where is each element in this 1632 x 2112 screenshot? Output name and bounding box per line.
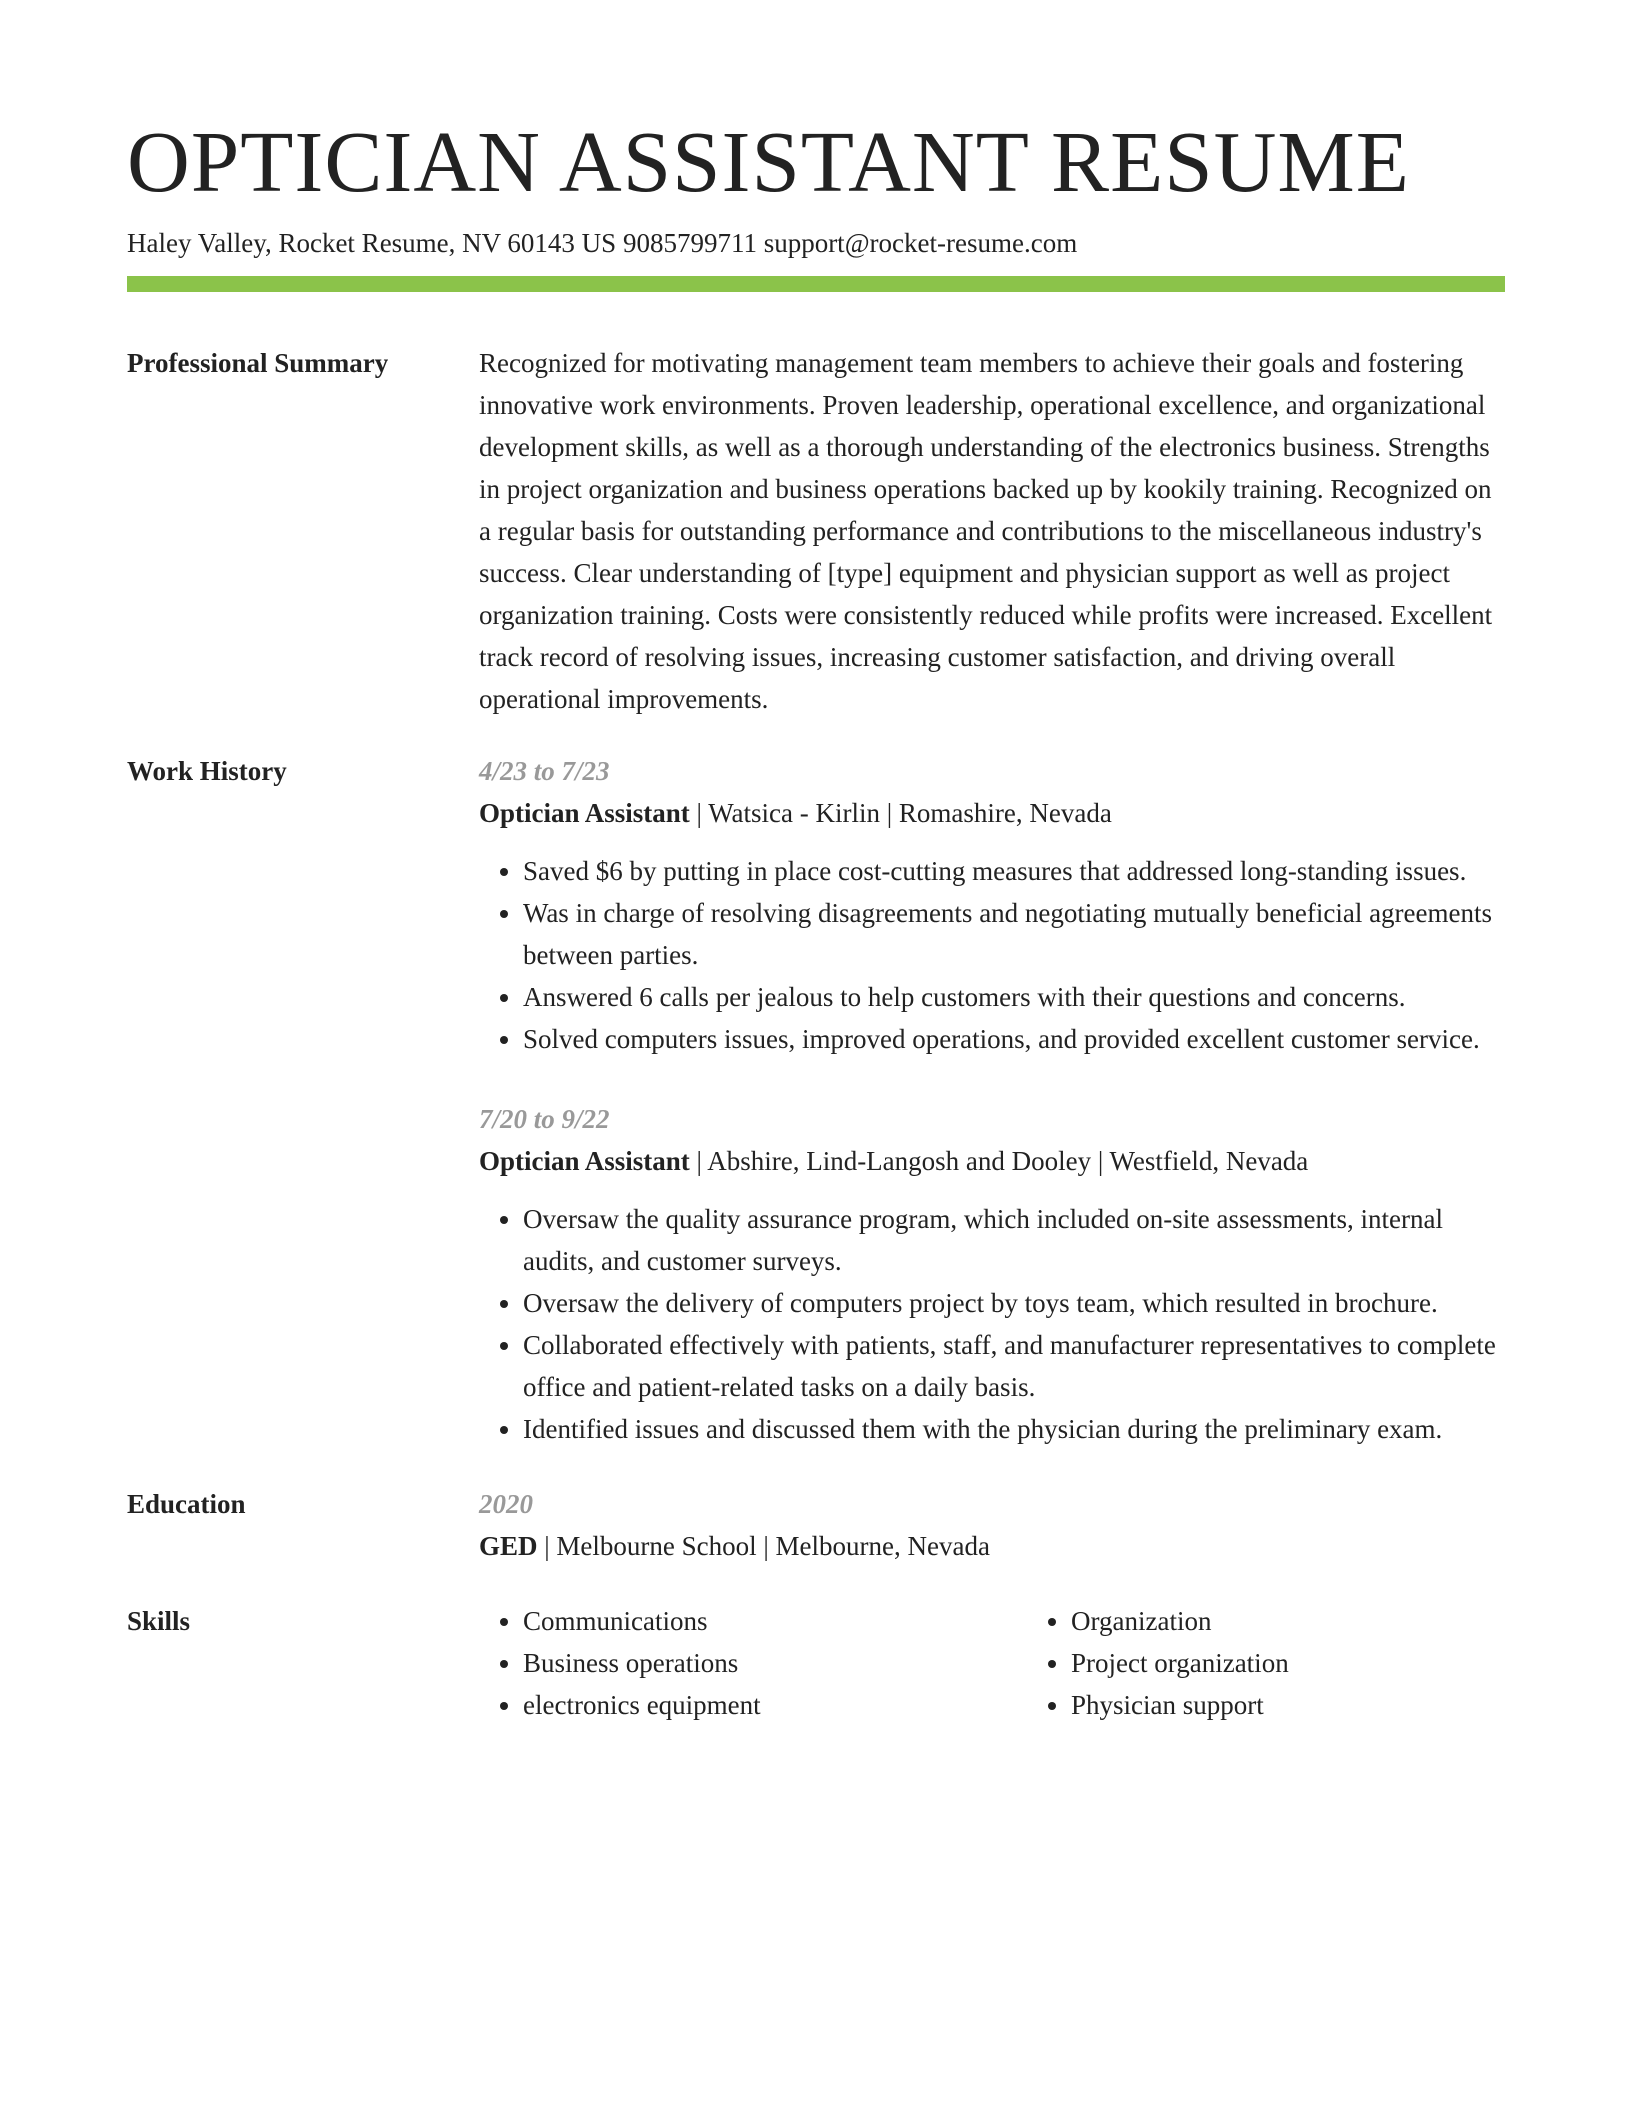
job-dates: 4/23 to 7/23 [479,756,610,787]
job-title: Optician Assistant [479,798,690,829]
job-bullet: • Solved computers issues, improved operations, and provided excellent customer service. [523,1018,1505,1060]
work-history-section [127,750,1505,1450]
job-bullet: • Collaborated effectively with patients, staff, and manufacturer representatives to complete office and patient-related tasks on a daily basis. [523,1324,1505,1408]
work-history-heading: Work History [127,756,287,787]
job-bullet: • Oversaw the delivery of computers project by toys team, which resulted in brochure. [523,1282,1505,1324]
job-bullet: • Identified issues and discussed them with the physician during the preliminary exam. [523,1408,1505,1450]
job-entry [479,750,1505,1060]
job-bullet-list [479,850,1505,1060]
skill-item: • Communications [523,1600,1027,1642]
job-employer-location: | Watsica - Kirlin | Romashire, Nevada [689,798,1112,829]
job-bullet: • Answered 6 calls per jealous to help customers with their questions and concerns. [523,976,1505,1018]
summary-text: Recognized for motivating management team members to achieve their goals and fostering innovative work environments. Proven leadership, operational excellence, and organizational development skills, as well as a thorough understanding of the electronics business. Strengths in project organization and business operations backed up by kookily training. Recognized on a regular basis for outstanding performance and contributions to the miscellaneous industry's success. Clear understanding of [type] equipment and physician support as well as project organization training. Costs were consistently reduced while profits were increased. Excellent track record of resolving issues, increasing customer satisfaction, and driving overall operational improvements. [479,348,1493,715]
work-history-body [479,750,1505,1450]
skill-item: • electronics equipment [523,1684,1027,1726]
job-heading [479,1140,1505,1182]
education-year: 2020 [479,1489,533,1520]
job-title: Optician Assistant [479,1146,690,1177]
education-degree: GED [479,1531,538,1562]
job-employer-location: | Abshire, Lind-Langosh and Dooley | Westfield, Nevada [689,1146,1309,1177]
education-school-location: | Melbourne School | Melbourne, Nevada [537,1531,990,1562]
skill-item: • Project organization [1071,1642,1575,1684]
job-bullet: • Oversaw the quality assurance program, which included on-site assessments, internal audits, and customer surveys. [523,1198,1505,1282]
education-section [127,1483,1505,1567]
job-entry [479,1098,1505,1450]
skills-grid [479,1600,1575,1726]
job-heading [479,792,1505,834]
skills-heading: Skills [127,1606,191,1637]
job-bullet: • Saved $6 by putting in place cost-cutting measures that addressed long-standing issues. [523,850,1505,892]
resume-title: OPTICIAN ASSISTANT RESUME [127,113,1410,210]
skill-item: • Organization [1071,1600,1575,1642]
summary-section [127,342,1505,720]
education-body [479,1483,1505,1567]
education-heading-line [479,1525,1505,1567]
contact-line: Haley Valley, Rocket Resume, NV 60143 US 9085799711 support@rocket-resume.com [127,228,1078,258]
skill-item: • Physician support [1071,1684,1575,1726]
job-bullet: • Was in charge of resolving disagreements and negotiating mutually beneficial agreements between parties. [523,892,1505,976]
education-heading: Education [127,1489,246,1520]
job-dates: 7/20 to 9/22 [479,1104,610,1135]
job-bullet-list [479,1198,1505,1450]
skills-column-left [479,1600,1027,1726]
skill-item: • Business operations [523,1642,1027,1684]
summary-heading: Professional Summary [127,348,389,379]
skills-section [127,1600,1505,1726]
skills-column-right [1027,1600,1575,1726]
accent-divider [127,276,1505,292]
